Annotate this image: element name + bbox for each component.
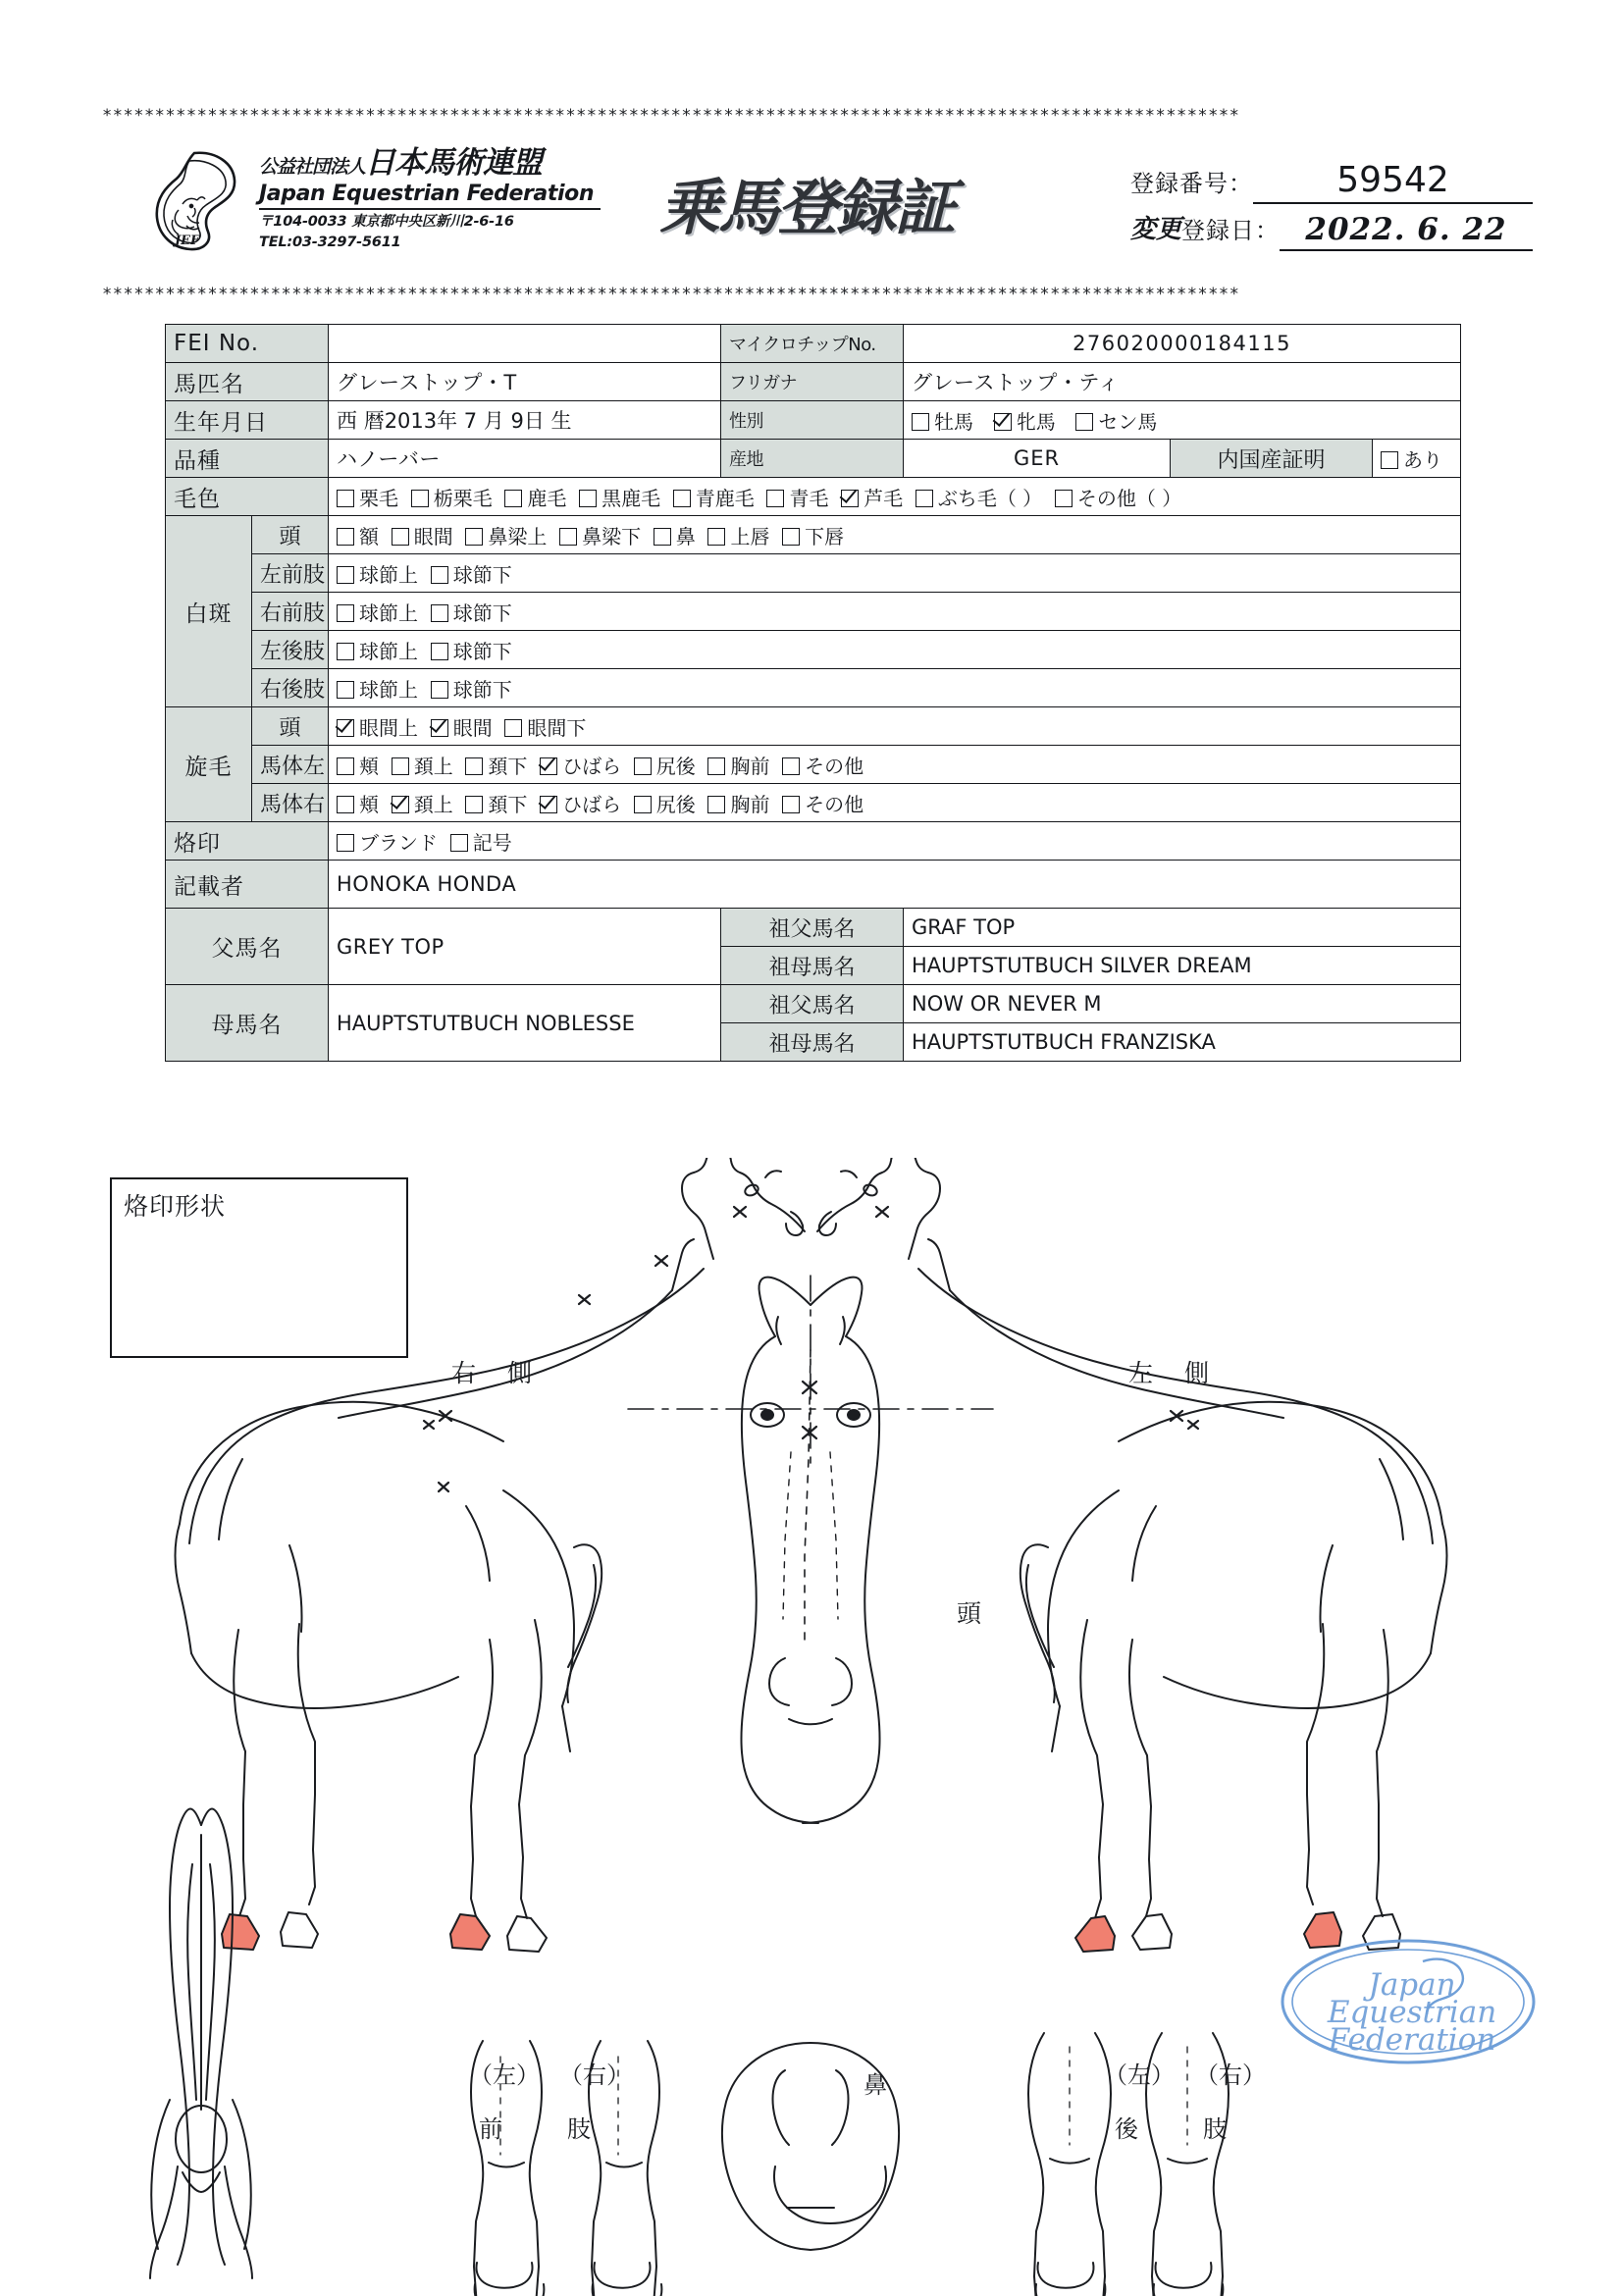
label-nose: 鼻	[863, 2071, 887, 2099]
checkbox-icon[interactable]	[450, 834, 468, 852]
table-row-dam-gsire	[166, 985, 1461, 1023]
checkbox-icon[interactable]	[559, 528, 577, 546]
breed-value: ハノーバー	[329, 440, 721, 478]
coat-option-label: 黒鹿毛	[602, 486, 661, 510]
label-head: 頭	[957, 1599, 982, 1628]
registration-number-value: 59542	[1253, 160, 1533, 204]
checkbox-checked-icon[interactable]	[392, 796, 409, 813]
table-row-markings-right-hind	[166, 669, 1461, 707]
checkbox-icon[interactable]	[392, 528, 409, 546]
recorder-value: HONOKA HONDA	[329, 861, 1461, 909]
whorl-right-cheek[interactable]	[337, 789, 379, 817]
checkbox-icon[interactable]	[1075, 413, 1093, 431]
marking-option-label: 額	[359, 524, 380, 548]
registration-date-row	[1130, 204, 1533, 251]
coat-option-label: ぶち毛（ ）	[937, 486, 1043, 510]
checkbox-icon[interactable]	[1055, 490, 1073, 507]
label-hind-left: （左）	[1104, 2061, 1175, 2089]
checkbox-icon[interactable]	[431, 681, 448, 699]
coat-option-label: 栗毛	[359, 486, 399, 510]
markings-head-label: 頭	[252, 516, 329, 554]
whorl-right-chest[interactable]	[707, 789, 769, 817]
horse-left-side-view	[817, 1158, 1447, 1952]
table-row-sire-gsire	[166, 909, 1461, 947]
coat-option-label: 青鹿毛	[695, 486, 755, 510]
sire-value: GREY TOP	[329, 909, 721, 985]
table-row-markings-left-hind	[166, 631, 1461, 669]
dam-grandsire-label: 祖父馬名	[721, 985, 904, 1023]
sex-option-label: 牝馬	[1016, 409, 1056, 434]
marking-option-label: 球節下	[452, 562, 512, 587]
marking-option-label: 球節上	[359, 562, 419, 587]
coat-option-label: その他（ ）	[1076, 486, 1182, 510]
sire-grandsire-label: 祖父馬名	[721, 909, 904, 947]
whorl-right-other[interactable]	[782, 789, 863, 817]
marking-option-label: 下唇	[805, 524, 845, 548]
marking-option-label: 球節下	[452, 677, 512, 702]
whorl-option-label: 頚上	[413, 754, 453, 778]
table-row-whorl-head	[166, 707, 1461, 746]
whorl-right-flank[interactable]	[540, 789, 621, 817]
domestic-certificate-option[interactable]	[1373, 440, 1461, 478]
birthdate-label: 生年月日	[166, 401, 329, 440]
stamp-line-1: Japan	[1368, 1967, 1456, 2003]
sex-option-label: 牡馬	[934, 409, 974, 434]
marking-above-fetlock[interactable]	[337, 674, 418, 703]
brand-option-label: ブランド	[359, 830, 439, 855]
organization-name-en: Japan Equestrian Federation	[259, 181, 595, 206]
brand-options	[329, 822, 1461, 861]
table-row-recorder	[166, 861, 1461, 909]
coat-option-chestnut[interactable]	[337, 483, 398, 511]
marking-below-fetlock[interactable]	[431, 674, 512, 703]
checkbox-icon[interactable]	[634, 796, 652, 813]
whorl-right-upper-neck[interactable]	[392, 789, 453, 817]
whorl-right-options	[329, 784, 1461, 822]
whorl-between-eyes[interactable]	[431, 712, 493, 741]
marking-option-label: 鼻	[675, 524, 696, 548]
checkbox-icon[interactable]	[654, 528, 671, 546]
birthdate-value: 西 暦2013年 7 月 9日 生	[329, 401, 721, 440]
registration-number-label: 登録番号：	[1130, 170, 1253, 197]
horse-details-table	[165, 324, 1461, 1062]
whorl-option-label: 胸前	[730, 792, 770, 816]
table-row-fei	[166, 325, 1461, 363]
recorder-label: 記載者	[166, 861, 329, 909]
marking-head-forehead[interactable]	[337, 521, 379, 549]
whorl-left-rear[interactable]	[634, 751, 696, 779]
marking-head-upper-lip[interactable]	[707, 521, 769, 549]
markings-right-hind-label: 右後肢	[252, 669, 329, 707]
checkbox-icon[interactable]	[337, 604, 354, 622]
coat-option-label: 青毛	[789, 486, 829, 510]
horse-identification-diagram	[0, 1158, 1622, 2296]
organization-title-jp: 日本馬術連盟	[365, 145, 543, 181]
markings-left-fore-options	[329, 554, 1461, 593]
checkbox-icon[interactable]	[337, 566, 354, 584]
checkbox-checked-icon[interactable]	[337, 719, 354, 737]
checkbox-checked-icon[interactable]	[540, 796, 557, 813]
marking-option-label: 眼間	[413, 524, 453, 548]
checkbox-icon[interactable]	[337, 757, 354, 775]
checkbox-checked-icon[interactable]	[540, 757, 557, 775]
whorl-option-label: 頚上	[413, 792, 453, 816]
markings-right-fore-options	[329, 593, 1461, 631]
marking-head-lower-nasal[interactable]	[559, 521, 641, 549]
organization-tel: TEL:03-3297-5611	[259, 234, 401, 250]
registration-number-row	[1130, 157, 1533, 204]
white-markings-label: 白斑	[166, 516, 252, 707]
organization-divider	[259, 208, 601, 210]
checkbox-icon[interactable]	[337, 834, 354, 852]
fei-no-value	[329, 325, 721, 363]
checkbox-icon[interactable]	[392, 757, 409, 775]
origin-label: 産地	[721, 440, 904, 478]
organization-name-jp	[259, 147, 632, 180]
markings-left-fore-label: 左前肢	[252, 554, 329, 593]
domestic-option-yes[interactable]	[1381, 444, 1442, 473]
coat-option-brown[interactable]	[673, 483, 755, 511]
stamp-line-2: Equestrian	[1327, 1995, 1497, 2030]
sire-granddam-value: HAUPTSTUTBUCH SILVER DREAM	[904, 947, 1461, 985]
marking-below-fetlock[interactable]	[431, 559, 512, 588]
whorl-label: 旋毛	[166, 707, 252, 822]
marking-above-fetlock[interactable]	[337, 598, 418, 626]
marking-above-fetlock[interactable]	[337, 559, 418, 588]
checkbox-icon[interactable]	[337, 796, 354, 813]
stamp-text	[1276, 1928, 1541, 2075]
checkbox-icon[interactable]	[337, 528, 354, 546]
marking-head-lower-lip[interactable]	[782, 521, 844, 549]
stamp-line-3: Federation	[1328, 2022, 1496, 2058]
horse-tail-rear-view	[150, 1809, 252, 2279]
coat-option-bay[interactable]	[504, 483, 566, 511]
whorl-left-options	[329, 746, 1461, 784]
table-row-brand	[166, 822, 1461, 861]
checkbox-checked-icon[interactable]	[431, 719, 448, 737]
whorl-option-label: その他	[805, 792, 864, 816]
domestic-certificate-label: 内国産証明	[1171, 440, 1373, 478]
marking-option-label: 球節下	[452, 600, 512, 625]
marking-head-between-eyes[interactable]	[392, 521, 453, 549]
origin-value: GER	[904, 440, 1171, 478]
checkbox-icon[interactable]	[504, 490, 522, 507]
markings-right-hind-options	[329, 669, 1461, 707]
marking-option-label: 上唇	[730, 524, 770, 548]
sex-option-mare[interactable]	[994, 406, 1056, 435]
brand-option-label: 記号	[472, 830, 512, 855]
checkbox-icon[interactable]	[782, 757, 800, 775]
marking-below-fetlock[interactable]	[431, 598, 512, 626]
brand-shape-label: 烙印形状	[124, 1192, 227, 1221]
checkbox-icon[interactable]	[411, 490, 429, 507]
checkbox-icon[interactable]	[431, 604, 448, 622]
marking-option-label: 球節下	[452, 639, 512, 663]
checkbox-icon[interactable]	[707, 757, 725, 775]
checkbox-icon[interactable]	[912, 413, 929, 431]
markings-right-fore-label: 右前肢	[252, 593, 329, 631]
decorative-star-rule-top: ************************************************************************************************************	[102, 106, 1240, 126]
checkbox-icon[interactable]	[337, 490, 354, 507]
checkbox-icon[interactable]	[337, 643, 354, 660]
organization-block	[259, 147, 632, 251]
fei-no-label: FEI No.	[166, 325, 329, 363]
coat-option-label: 芦毛	[863, 486, 904, 510]
checkbox-icon[interactable]	[579, 490, 597, 507]
registration-date-value: 2022. 6. 22	[1280, 212, 1533, 251]
breed-label: 品種	[166, 440, 329, 478]
whorl-left-cheek[interactable]	[337, 751, 379, 779]
whorl-option-label: 頚下	[488, 792, 528, 816]
marking-option-label: 鼻梁上	[488, 524, 548, 548]
coat-option-grey[interactable]	[841, 483, 903, 511]
whorl-option-label: ひばら	[562, 754, 622, 778]
table-row-markings-left-fore	[166, 554, 1461, 593]
whorl-option-label: 眼間上	[359, 715, 419, 740]
marking-above-fetlock[interactable]	[337, 636, 418, 664]
furigana-value: グレーストップ・ティ	[904, 363, 1461, 401]
checkbox-checked-icon[interactable]	[994, 413, 1012, 431]
sex-label: 性別	[721, 401, 904, 440]
coat-color-label: 毛色	[166, 478, 329, 516]
coat-option-spotted[interactable]	[916, 483, 1042, 511]
whorl-option-label: 頚下	[488, 754, 528, 778]
whorl-left-flank[interactable]	[540, 751, 621, 779]
whorl-below-eyes[interactable]	[504, 712, 586, 741]
horse-head-front-view	[628, 1276, 993, 1823]
whorl-left-chest[interactable]	[707, 751, 769, 779]
sire-granddam-label: 祖母馬名	[721, 947, 904, 985]
whorl-left-lower-neck[interactable]	[465, 751, 527, 779]
whorl-left-label: 馬体左	[252, 746, 329, 784]
checkbox-checked-icon[interactable]	[841, 490, 859, 507]
horse-name-label: 馬匹名	[166, 363, 329, 401]
marking-option-label: 球節上	[359, 677, 419, 702]
checkbox-icon[interactable]	[916, 490, 933, 507]
dam-grandsire-value: NOW OR NEVER M	[904, 985, 1461, 1023]
jef-logo-icon	[143, 147, 251, 255]
brand-option-brand[interactable]	[337, 827, 438, 856]
whorl-option-label: 尻後	[655, 754, 696, 778]
checkbox-icon[interactable]	[337, 681, 354, 699]
checkbox-icon[interactable]	[431, 566, 448, 584]
checkbox-icon[interactable]	[673, 490, 691, 507]
sex-options	[904, 401, 1461, 440]
markings-left-hind-label: 左後肢	[252, 631, 329, 669]
decorative-star-rule-bottom: ************************************************************************************************************	[102, 285, 1240, 304]
sex-option-gelding[interactable]	[1075, 406, 1157, 435]
marking-option-label: 球節上	[359, 600, 419, 625]
checkbox-icon[interactable]	[782, 528, 800, 546]
organization-prefix-jp: 公益社団法人	[259, 156, 366, 178]
brand-option-symbol[interactable]	[450, 827, 512, 856]
furigana-label: フリガナ	[721, 363, 904, 401]
sire-grandsire-value: GRAF TOP	[904, 909, 1461, 947]
dam-granddam-value: HAUPTSTUTBUCH FRANZISKA	[904, 1023, 1461, 1062]
sire-label: 父馬名	[166, 909, 329, 985]
microchip-label: マイクロチップNo.	[721, 325, 904, 363]
label-left-side: 左 側	[1128, 1359, 1221, 1387]
table-row-horse-name	[166, 363, 1461, 401]
table-row-coat-color	[166, 478, 1461, 516]
label-front-right: （右）	[559, 2061, 630, 2089]
sex-option-label: セン馬	[1098, 409, 1158, 434]
whorl-option-label: 胸前	[730, 754, 770, 778]
marking-option-label: 球節上	[359, 639, 419, 663]
coat-option-black[interactable]	[766, 483, 828, 511]
coat-option-label: 鹿毛	[527, 486, 567, 510]
label-front-limb: 前 肢	[479, 2115, 597, 2143]
table-row-whorl-right	[166, 784, 1461, 822]
table-row-birthdate	[166, 401, 1461, 440]
checkbox-icon[interactable]	[707, 796, 725, 813]
whorl-head-options	[329, 707, 1461, 746]
whorl-option-label: 眼間	[452, 715, 493, 740]
checkbox-icon[interactable]	[465, 757, 483, 775]
whorl-option-label: 頬	[359, 754, 380, 778]
domestic-option-label: あり	[1403, 447, 1443, 472]
checkbox-icon[interactable]	[707, 528, 725, 546]
official-stamp	[1276, 1928, 1541, 2075]
whorl-option-label: ひばら	[562, 792, 622, 816]
whorl-option-label: 尻後	[655, 792, 696, 816]
microchip-value: 276020000184115	[904, 325, 1461, 363]
whorl-right-rear[interactable]	[634, 789, 696, 817]
label-front-left: （左）	[469, 2061, 540, 2089]
table-row-breed	[166, 440, 1461, 478]
checkbox-icon[interactable]	[1381, 451, 1398, 469]
marking-head-nose[interactable]	[654, 521, 696, 549]
registration-date-change-note: 変更	[1130, 215, 1182, 244]
label-hind-limb: 後 肢	[1115, 2115, 1232, 2143]
whorl-right-lower-neck[interactable]	[465, 789, 527, 817]
dam-granddam-label: 祖母馬名	[721, 1023, 904, 1062]
table-row-whorl-left	[166, 746, 1461, 784]
checkbox-icon[interactable]	[465, 528, 483, 546]
checkbox-icon[interactable]	[504, 719, 522, 737]
marking-option-label: 鼻梁下	[582, 524, 642, 548]
brand-label: 烙印	[166, 822, 329, 861]
table-row-markings-right-fore	[166, 593, 1461, 631]
document-title: 乗馬登録証	[659, 172, 955, 243]
whorl-right-label: 馬体右	[252, 784, 329, 822]
checkbox-icon[interactable]	[465, 796, 483, 813]
label-right-side: 右 側	[451, 1359, 544, 1387]
checkbox-icon[interactable]	[766, 490, 784, 507]
markings-left-hind-options	[329, 631, 1461, 669]
markings-head-options	[329, 516, 1461, 554]
sex-option-stallion[interactable]	[912, 406, 973, 435]
svg-text:JEF: JEF	[175, 234, 200, 248]
table-row-markings-head	[166, 516, 1461, 554]
dam-label: 母馬名	[166, 985, 329, 1062]
horse-right-side-view	[176, 1158, 806, 1952]
coat-option-dark-bay[interactable]	[579, 483, 660, 511]
whorl-above-eyes[interactable]	[337, 712, 418, 741]
organization-address: 〒104-0033 東京都中央区新川2-6-16	[259, 213, 514, 230]
whorl-left-other[interactable]	[782, 751, 863, 779]
coat-color-options	[329, 478, 1461, 516]
coat-option-other[interactable]	[1055, 483, 1181, 511]
whorl-left-upper-neck[interactable]	[392, 751, 453, 779]
label-hind-right: （右）	[1195, 2061, 1266, 2089]
whorl-option-label: その他	[805, 754, 864, 778]
registration-fields	[1130, 157, 1533, 251]
registration-date-label: 登録日：	[1181, 217, 1281, 244]
marking-below-fetlock[interactable]	[431, 636, 512, 664]
whorl-head-label: 頭	[252, 707, 329, 746]
checkbox-icon[interactable]	[782, 796, 800, 813]
horse-name-value: グレーストップ・T	[329, 363, 721, 401]
whorl-option-label: 頬	[359, 792, 380, 816]
whorl-option-label: 眼間下	[527, 715, 587, 740]
dam-value: HAUPTSTUTBUCH NOBLESSE	[329, 985, 721, 1062]
checkbox-icon[interactable]	[634, 757, 652, 775]
coat-option-liver-chestnut[interactable]	[411, 483, 493, 511]
checkbox-icon[interactable]	[431, 643, 448, 660]
marking-head-upper-nasal[interactable]	[465, 521, 547, 549]
coat-option-label: 栃栗毛	[433, 486, 493, 510]
